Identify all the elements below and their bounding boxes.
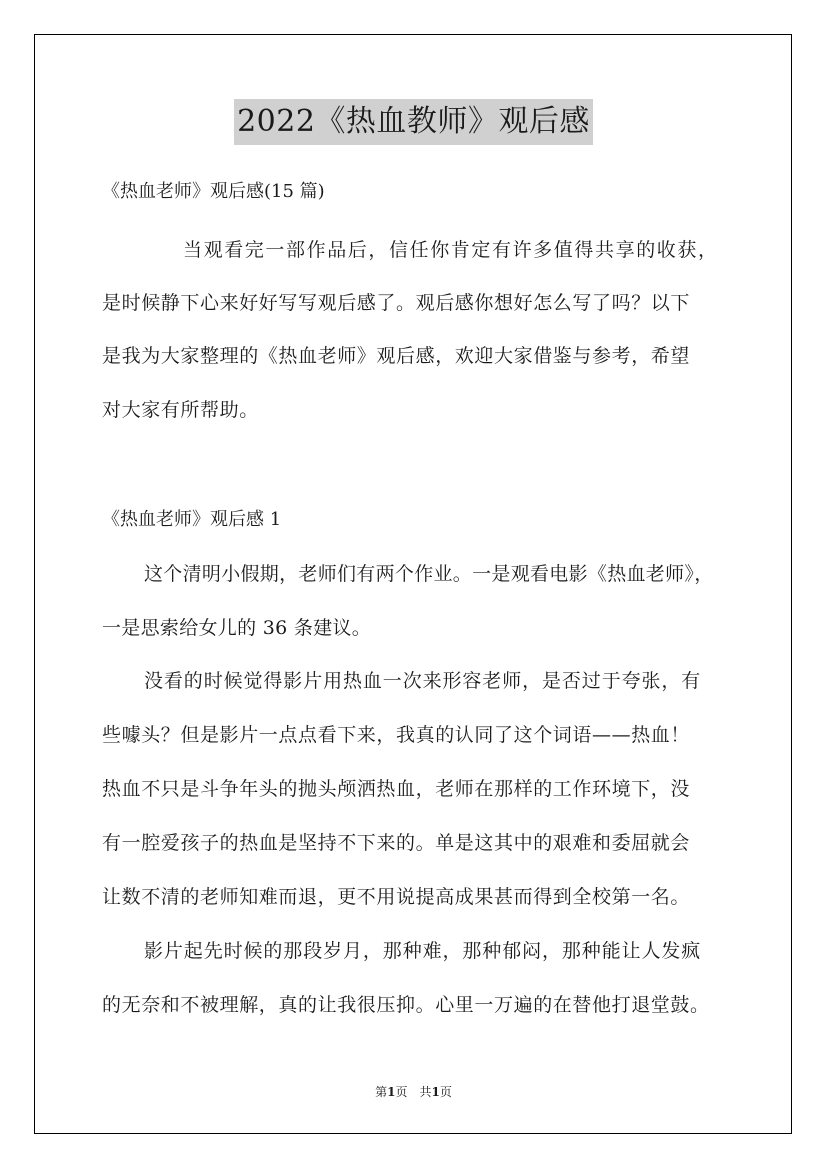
paragraph-line: 些噱头？但是影片一点点看下来，我真的认同了这个词语——热血！ bbox=[102, 724, 691, 746]
intro-line: 对大家有所帮助。 bbox=[102, 399, 259, 421]
footer-middle: 页 共 bbox=[395, 1085, 432, 1099]
footer-total-pages: 1 bbox=[431, 1085, 440, 1099]
paragraph-line: 让数不清的老师知难而退，更不用说提高成果甚而得到全校第一名。 bbox=[102, 886, 691, 908]
document-subtitle: 《热血老师》观后感(15 篇) bbox=[102, 181, 325, 202]
paragraph-line: 的无奈和不被理解，真的让我很压抑。心里一万遍的在替他打退堂鼓。 bbox=[102, 994, 710, 1016]
footer-suffix: 页 bbox=[439, 1085, 452, 1099]
paragraph-line: 没看的时候觉得影片用热血一次来形容老师，是否过于夸张，有 bbox=[144, 670, 702, 692]
footer-prefix: 第 bbox=[375, 1085, 388, 1099]
document-title: 2022《热血教师》观后感 bbox=[234, 99, 593, 145]
footer-page-number: 1 bbox=[387, 1085, 396, 1099]
intro-line: 是我为大家整理的《热血老师》观后感，欢迎大家借鉴与参考，希望 bbox=[102, 345, 691, 367]
paragraph-line: 一是思索给女儿的 36 条建议。 bbox=[102, 617, 372, 639]
paragraph-line: 热血不只是斗争年头的抛头颅洒热血，老师在那样的工作环境下，没 bbox=[102, 778, 691, 800]
page-footer bbox=[0, 1084, 827, 1100]
intro-line: 是时候静下心来好好写写观后感了。观后感你想好怎么写了吗？以下 bbox=[102, 292, 691, 314]
paragraph-line: 这个清明小假期，老师们有两个作业。一是观看电影《热血老师》， bbox=[144, 563, 714, 585]
paragraph-line: 有一腔爱孩子的热血是坚持不下来的。单是这其中的艰难和委屈就会 bbox=[102, 832, 691, 854]
document-title-wrap bbox=[0, 99, 827, 145]
intro-line: 当观看完一部作品后，信任你肯定有许多值得共享的收获， bbox=[183, 239, 719, 261]
section-heading: 《热血老师》观后感 1 bbox=[102, 509, 282, 530]
paragraph-line: 影片起先时候的那段岁月，那种难，那种郁闷，那种能让人发疯 bbox=[144, 940, 702, 962]
